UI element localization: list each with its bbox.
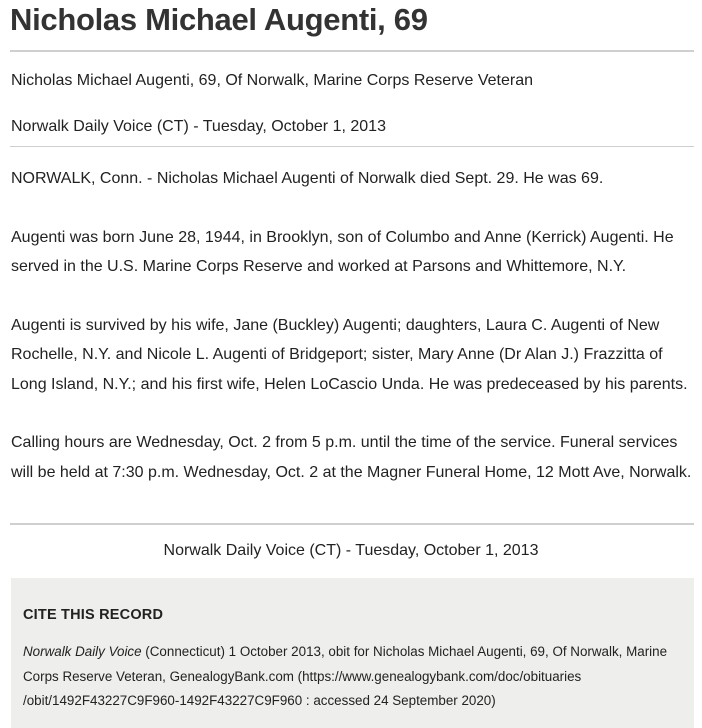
footer-source-line: Norwalk Daily Voice (CT) - Tuesday, October 1, 2013: [163, 542, 539, 559]
body-paragraph: NORWALK, Conn. - Nicholas Michael Augenti of Norwalk died Sept. 29. He was 69.: [11, 170, 604, 187]
header-divider: [10, 146, 694, 147]
title-divider: [10, 50, 694, 52]
cite-heading: CITE THIS RECORD: [23, 607, 164, 623]
body-paragraph: Augenti was born June 28, 1944, in Brooklyn, son of Columbo and Anne (Kerrick) Augenti. He served in the U.S. Marine Corps Reserve and worked at Parsons and Whittemore, N.Y.: [11, 228, 674, 275]
publication-line: Norwalk Daily Voice (CT) - Tuesday, October 1, 2013: [11, 118, 386, 135]
page-title: Nicholas Michael Augenti, 69: [10, 2, 428, 37]
cite-publication: Norwalk Daily Voice: [23, 644, 142, 659]
body-paragraph: Augenti is survived by his wife, Jane (Buckley) Augenti; daughters, Laura C. Augenti of New Rochelle, N.Y. and Nicole L. Augenti of Bridgeport; sister, Mary Anne (Dr Alan J.) Frazzitta of Long Island, N.Y.; and his first wife, Helen LoCascio Unda. He was predeceased by his parents.: [11, 316, 688, 393]
cite-text-rest: (Connecticut) 1 October 2013, obit for Nicholas Michael Augenti, 69, Of Norwalk, Marine Corps Reserve Veteran, GenealogyBank.com (https://www.genealogybank.com/doc/obituaries /obit/1492F43227C9F960-1492F43227C9F960 : accessed 24 September 2020): [23, 644, 668, 708]
record-subtitle: Nicholas Michael Augenti, 69, Of Norwalk, Marine Corps Reserve Veteran: [11, 72, 534, 89]
cite-text[interactable]: [23, 640, 685, 714]
body-paragraph: Calling hours are Wednesday, Oct. 2 from 5 p.m. until the time of the service. Funeral services will be held at 7:30 p.m. Wednesday, Oct. 2 at the Magner Funeral Home, 12 Mott Ave, Norwalk.: [11, 434, 692, 481]
cite-record-box: [11, 578, 694, 728]
body-divider: [10, 523, 694, 525]
obituary-body: [11, 164, 696, 516]
